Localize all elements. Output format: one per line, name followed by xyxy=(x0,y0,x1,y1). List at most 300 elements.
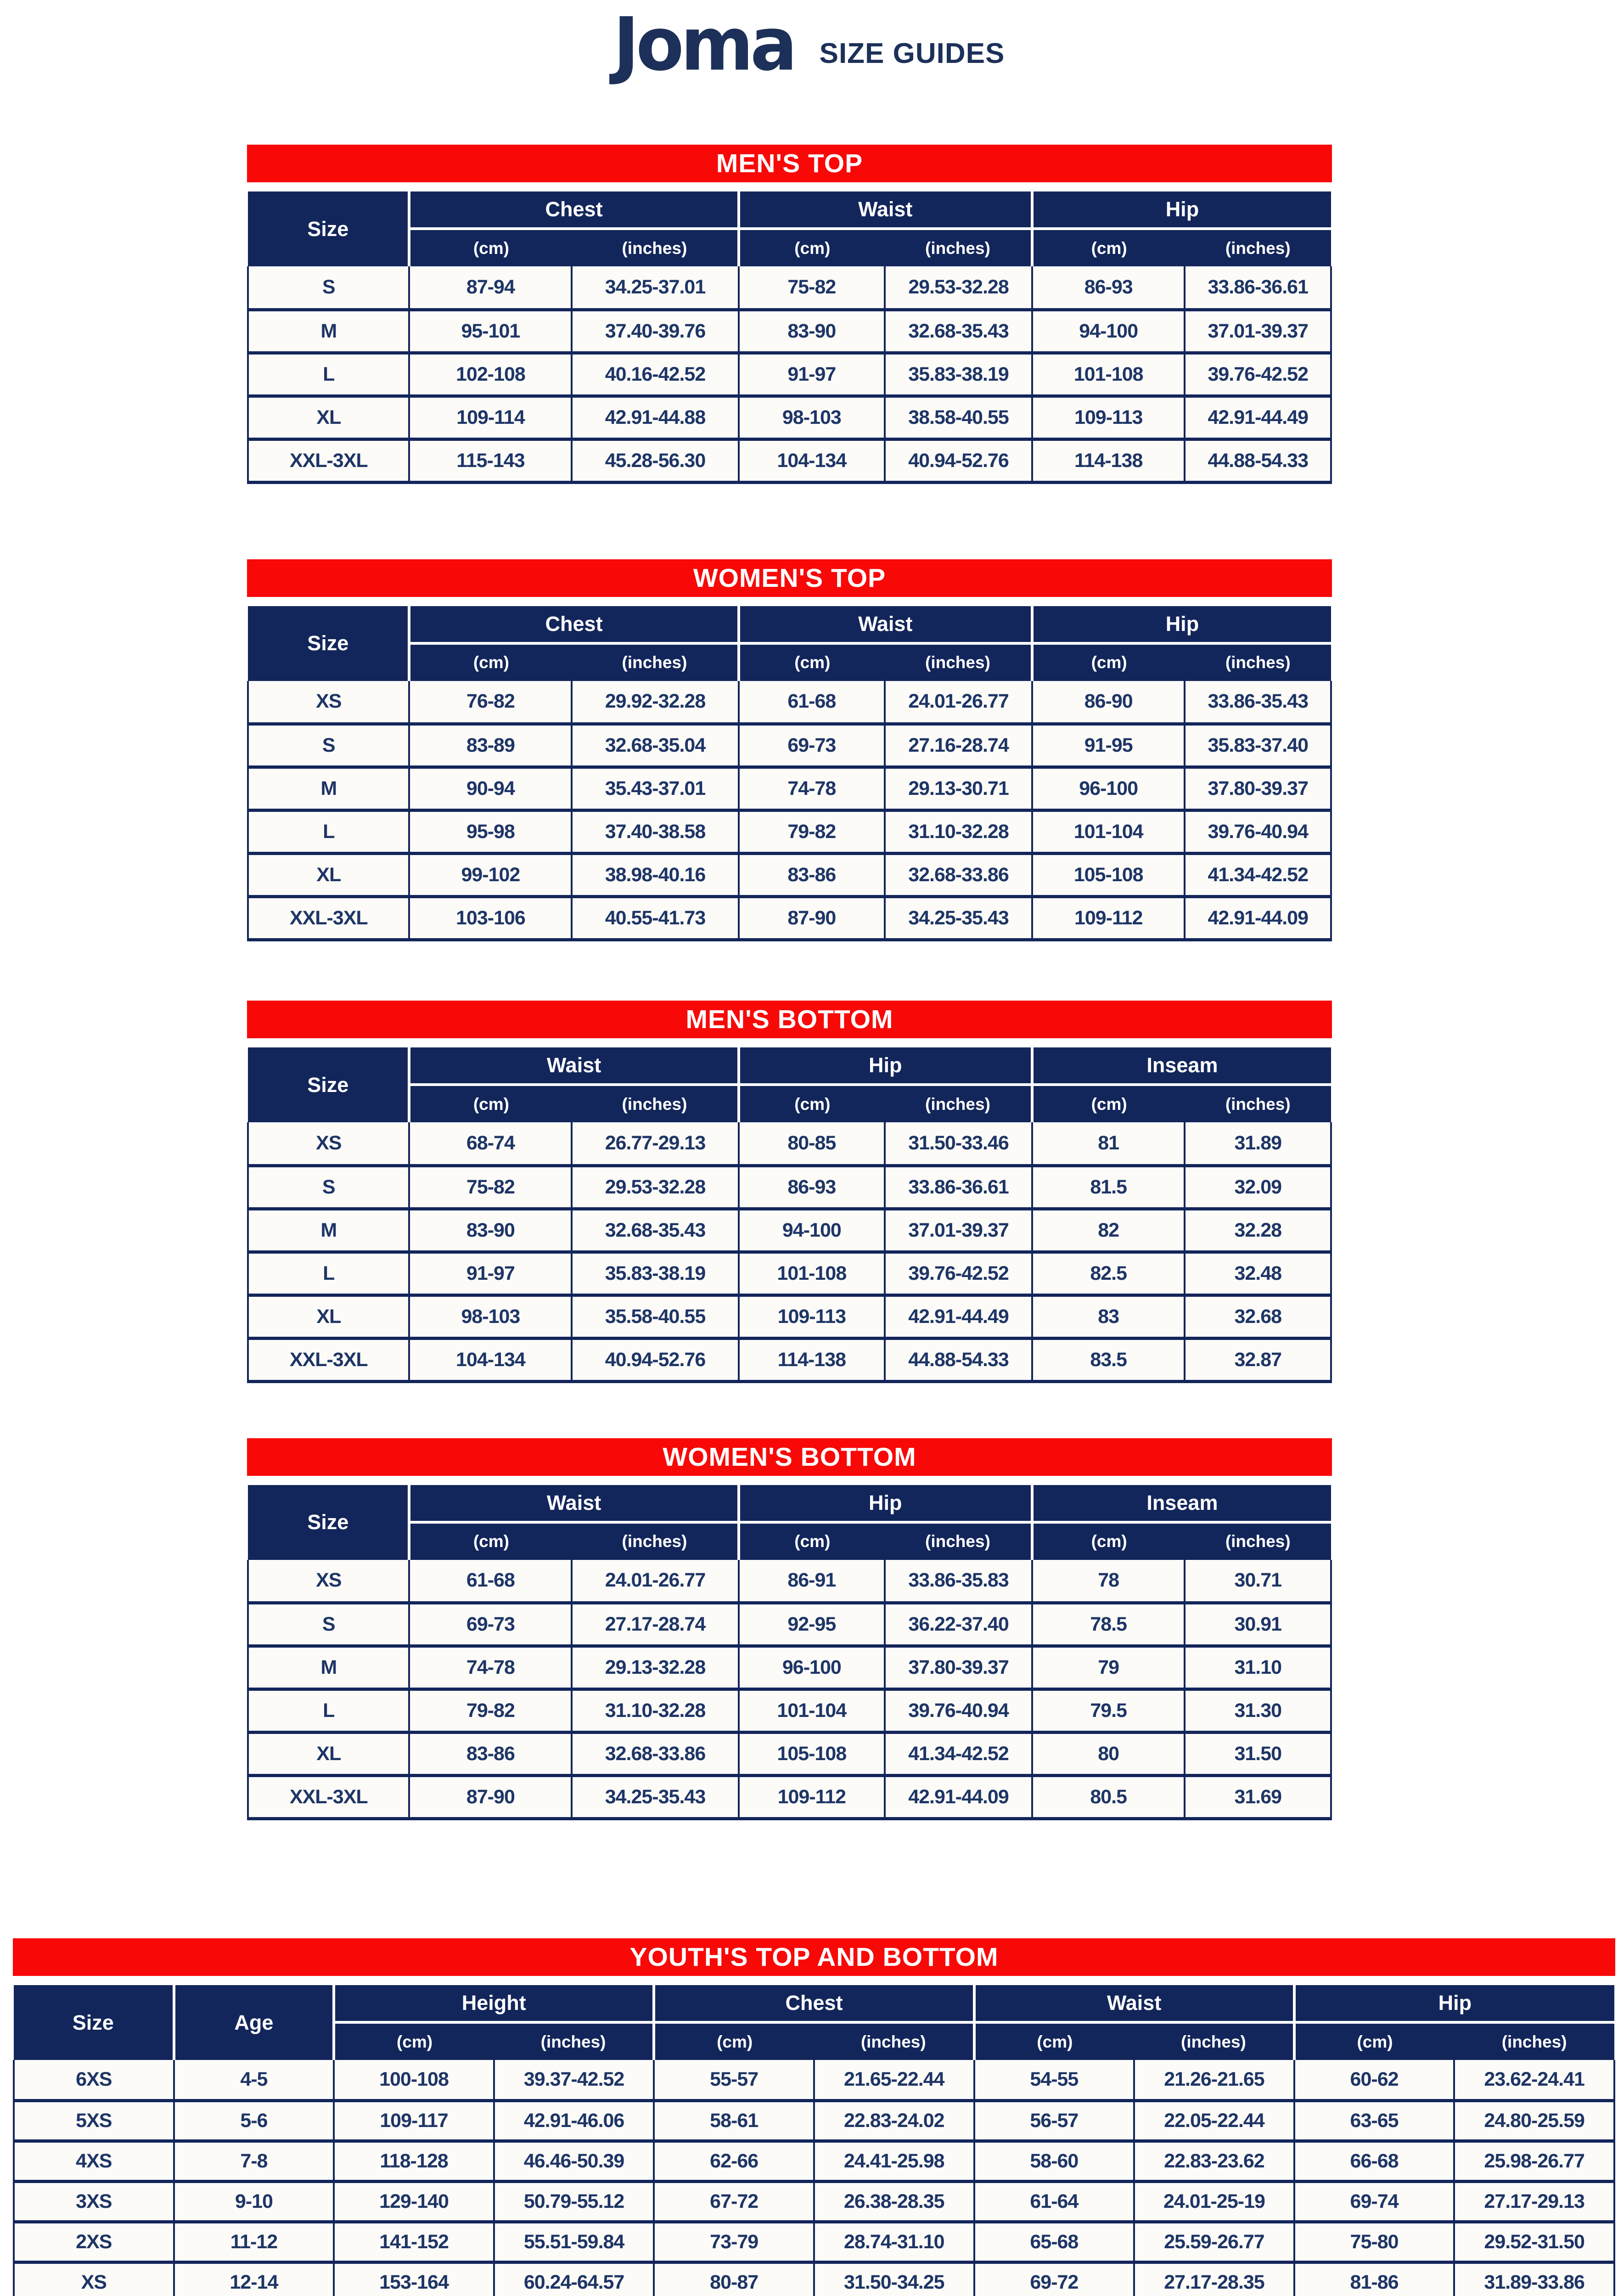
value-cell: 96-100 xyxy=(739,1646,885,1689)
value-cell: 95-98 xyxy=(409,810,572,854)
value-cell: 31.69 xyxy=(1185,1776,1331,1819)
value-cell: 83-86 xyxy=(409,1733,572,1776)
header-group-row xyxy=(248,1485,1331,1522)
value-cell: 29.53-32.28 xyxy=(885,266,1032,310)
value-cell: 153-164 xyxy=(334,2262,494,2296)
value-cell: 79-82 xyxy=(409,1689,572,1733)
value-cell: 109-112 xyxy=(739,1776,885,1819)
value-cell: 42.91-44.49 xyxy=(885,1295,1032,1338)
value-cell: 69-74 xyxy=(1294,2181,1455,2222)
column-header-chest-cm: (cm) xyxy=(654,2022,814,2060)
value-cell: 115-143 xyxy=(409,439,572,482)
womens-bottom-table xyxy=(247,1485,1332,1821)
value-cell: 22.83-23.62 xyxy=(1134,2141,1294,2181)
value-cell: 81-86 xyxy=(1294,2262,1455,2296)
value-cell: 32.87 xyxy=(1185,1338,1331,1381)
size-cell: XXL-3XL xyxy=(248,897,409,940)
table-row xyxy=(14,2060,1614,2100)
table-row xyxy=(248,396,1331,439)
value-cell: 24.01-26.77 xyxy=(885,681,1032,724)
table-row xyxy=(248,353,1331,396)
column-header-waist-cm: (cm) xyxy=(409,1085,572,1122)
value-cell: 40.16-42.52 xyxy=(572,353,738,396)
age-cell: 11-12 xyxy=(174,2222,334,2262)
value-cell: 42.91-44.09 xyxy=(1185,897,1331,940)
value-cell: 74-78 xyxy=(739,767,885,810)
value-cell: 39.76-42.52 xyxy=(885,1252,1032,1295)
value-cell: 81.5 xyxy=(1032,1165,1185,1209)
size-cell: L xyxy=(248,1252,409,1295)
column-header-size: Size xyxy=(248,606,409,681)
joma-logo: Joma xyxy=(613,1,794,87)
value-cell: 26.77-29.13 xyxy=(572,1122,738,1165)
size-cell: 4XS xyxy=(14,2141,174,2181)
column-header-waist-inches: (inches) xyxy=(885,643,1032,681)
size-cell: S xyxy=(248,724,409,767)
column-header-group-hip: Hip xyxy=(739,1485,1032,1522)
value-cell: 69-73 xyxy=(409,1603,572,1646)
table-row xyxy=(14,2181,1614,2222)
value-cell: 96-100 xyxy=(1032,767,1185,810)
value-cell: 25.98-26.77 xyxy=(1454,2141,1614,2181)
value-cell: 35.83-38.19 xyxy=(885,353,1032,396)
size-cell: XL xyxy=(248,1295,409,1338)
value-cell: 39.76-40.94 xyxy=(885,1689,1032,1733)
value-cell: 78 xyxy=(1032,1560,1185,1603)
value-cell: 27.17-29.13 xyxy=(1454,2181,1614,2222)
size-cell: XS xyxy=(248,1560,409,1603)
value-cell: 29.13-32.28 xyxy=(572,1646,738,1689)
value-cell: 80-87 xyxy=(654,2262,814,2296)
column-header-chest-cm: (cm) xyxy=(409,229,572,266)
column-header-waist-cm: (cm) xyxy=(409,1522,572,1560)
mens-bottom-section xyxy=(247,1001,1332,1383)
value-cell: 105-108 xyxy=(1032,854,1185,897)
womens-top-table xyxy=(247,606,1332,942)
size-cell: XXL-3XL xyxy=(248,439,409,482)
value-cell: 32.68-35.43 xyxy=(572,1209,738,1252)
value-cell: 91-97 xyxy=(409,1252,572,1295)
column-header-size: Size xyxy=(248,191,409,266)
value-cell: 91-97 xyxy=(739,353,885,396)
value-cell: 102-108 xyxy=(409,353,572,396)
column-header-group-hip: Hip xyxy=(739,1047,1032,1085)
header-unit-row xyxy=(248,229,1331,266)
column-header-waist-inches: (inches) xyxy=(1134,2022,1294,2060)
size-cell: XXL-3XL xyxy=(248,1338,409,1381)
size-cell: M xyxy=(248,767,409,810)
value-cell: 79.5 xyxy=(1032,1689,1185,1733)
table-row xyxy=(248,681,1331,724)
value-cell: 23.62-24.41 xyxy=(1454,2060,1614,2100)
value-cell: 34.25-35.43 xyxy=(572,1776,738,1819)
column-header-group-height: Height xyxy=(334,1985,654,2022)
value-cell: 40.55-41.73 xyxy=(572,897,738,940)
value-cell: 22.83-24.02 xyxy=(814,2100,974,2141)
value-cell: 38.58-40.55 xyxy=(885,396,1032,439)
value-cell: 83-89 xyxy=(409,724,572,767)
size-cell: S xyxy=(248,266,409,310)
header-unit-row xyxy=(248,1085,1331,1122)
value-cell: 32.09 xyxy=(1185,1165,1331,1209)
column-header-chest-cm: (cm) xyxy=(409,643,572,681)
value-cell: 31.89 xyxy=(1185,1122,1331,1165)
column-header-group-waist: Waist xyxy=(974,1985,1294,2022)
womens-bottom-section xyxy=(247,1438,1332,1821)
value-cell: 29.13-30.71 xyxy=(885,767,1032,810)
column-header-size: Size xyxy=(248,1047,409,1122)
value-cell: 80.5 xyxy=(1032,1776,1185,1819)
table-banner xyxy=(247,559,1332,597)
column-header-hip-cm: (cm) xyxy=(739,1522,885,1560)
value-cell: 114-138 xyxy=(739,1338,885,1381)
table-row xyxy=(14,2262,1614,2296)
value-cell: 41.34-42.52 xyxy=(1185,854,1331,897)
value-cell: 25.59-26.77 xyxy=(1134,2222,1294,2262)
value-cell: 61-68 xyxy=(409,1560,572,1603)
value-cell: 80-85 xyxy=(739,1122,885,1165)
value-cell: 58-60 xyxy=(974,2141,1135,2181)
column-header-hip-inches: (inches) xyxy=(885,1522,1032,1560)
value-cell: 60-62 xyxy=(1294,2060,1455,2100)
table-row xyxy=(248,1338,1331,1381)
table-row xyxy=(248,1165,1331,1209)
value-cell: 69-73 xyxy=(739,724,885,767)
column-header-size: Size xyxy=(14,1985,174,2060)
value-cell: 98-103 xyxy=(409,1295,572,1338)
table-row xyxy=(248,266,1331,310)
value-cell: 32.48 xyxy=(1185,1252,1331,1295)
table-title: WOMEN'S TOP xyxy=(693,563,886,593)
value-cell: 37.40-39.76 xyxy=(572,310,738,353)
table-row xyxy=(248,310,1331,353)
value-cell: 68-74 xyxy=(409,1122,572,1165)
header-unit-row xyxy=(248,1522,1331,1560)
value-cell: 42.91-46.06 xyxy=(494,2100,654,2141)
column-header-height-cm: (cm) xyxy=(334,2022,494,2060)
column-header-hip-inches: (inches) xyxy=(1185,229,1331,266)
value-cell: 37.01-39.37 xyxy=(1185,310,1331,353)
value-cell: 81 xyxy=(1032,1122,1185,1165)
value-cell: 24.80-25.59 xyxy=(1454,2100,1614,2141)
value-cell: 87-94 xyxy=(409,266,572,310)
value-cell: 39.76-40.94 xyxy=(1185,810,1331,854)
column-header-chest-inches: (inches) xyxy=(572,643,738,681)
column-header-group-inseam: Inseam xyxy=(1032,1047,1331,1085)
value-cell: 29.53-32.28 xyxy=(572,1165,738,1209)
table-row xyxy=(14,2141,1614,2181)
size-cell: M xyxy=(248,1646,409,1689)
value-cell: 32.68-35.43 xyxy=(885,310,1032,353)
value-cell: 82.5 xyxy=(1032,1252,1185,1295)
value-cell: 67-72 xyxy=(654,2181,814,2222)
value-cell: 61-68 xyxy=(739,681,885,724)
value-cell: 31.10 xyxy=(1185,1646,1331,1689)
age-cell: 7-8 xyxy=(174,2141,334,2181)
value-cell: 75-82 xyxy=(409,1165,572,1209)
value-cell: 27.17-28.35 xyxy=(1134,2262,1294,2296)
value-cell: 35.58-40.55 xyxy=(572,1295,738,1338)
value-cell: 83 xyxy=(1032,1295,1185,1338)
column-header-group-hip: Hip xyxy=(1032,191,1331,229)
column-header-size: Size xyxy=(248,1485,409,1560)
column-header-group-waist: Waist xyxy=(739,606,1032,643)
value-cell: 104-134 xyxy=(739,439,885,482)
value-cell: 37.80-39.37 xyxy=(885,1646,1032,1689)
value-cell: 42.91-44.49 xyxy=(1185,396,1331,439)
size-cell: L xyxy=(248,810,409,854)
value-cell: 31.10-32.28 xyxy=(572,1689,738,1733)
value-cell: 21.26-21.65 xyxy=(1134,2060,1294,2100)
size-cell: XS xyxy=(248,681,409,724)
value-cell: 118-128 xyxy=(334,2141,494,2181)
mens-bottom-table xyxy=(247,1047,1332,1383)
column-header-hip-inches: (inches) xyxy=(1454,2022,1614,2060)
value-cell: 99-102 xyxy=(409,854,572,897)
value-cell: 31.10-32.28 xyxy=(885,810,1032,854)
value-cell: 42.91-44.09 xyxy=(885,1776,1032,1819)
youth-top-bottom-section xyxy=(13,1938,1615,2296)
value-cell: 87-90 xyxy=(739,897,885,940)
column-header-waist-inches: (inches) xyxy=(885,229,1032,266)
value-cell: 29.52-31.50 xyxy=(1454,2222,1614,2262)
size-cell: XL xyxy=(248,1733,409,1776)
value-cell: 83.5 xyxy=(1032,1338,1185,1381)
value-cell: 40.94-52.76 xyxy=(885,439,1032,482)
column-header-height-inches: (inches) xyxy=(494,2022,654,2060)
size-cell: S xyxy=(248,1165,409,1209)
value-cell: 35.83-38.19 xyxy=(572,1252,738,1295)
value-cell: 22.05-22.44 xyxy=(1134,2100,1294,2141)
value-cell: 83-90 xyxy=(739,310,885,353)
value-cell: 50.79-55.12 xyxy=(494,2181,654,2222)
value-cell: 86-91 xyxy=(739,1560,885,1603)
size-cell: XL xyxy=(248,854,409,897)
value-cell: 109-114 xyxy=(409,396,572,439)
header-group-row xyxy=(248,606,1331,643)
header-group-row xyxy=(14,1985,1614,2022)
value-cell: 86-93 xyxy=(1032,266,1185,310)
value-cell: 94-100 xyxy=(739,1209,885,1252)
size-cell: M xyxy=(248,310,409,353)
table-row xyxy=(248,854,1331,897)
value-cell: 31.50-34.25 xyxy=(814,2262,974,2296)
value-cell: 55-57 xyxy=(654,2060,814,2100)
value-cell: 82 xyxy=(1032,1209,1185,1252)
value-cell: 32.68-35.04 xyxy=(572,724,738,767)
table-row xyxy=(248,724,1331,767)
table-title: YOUTH'S TOP AND BOTTOM xyxy=(629,1942,999,1972)
value-cell: 39.76-42.52 xyxy=(1185,353,1331,396)
header-group-row xyxy=(248,191,1331,229)
table-row xyxy=(248,1776,1331,1819)
value-cell: 73-79 xyxy=(654,2222,814,2262)
column-header-hip-inches: (inches) xyxy=(1185,643,1331,681)
column-header-group-hip: Hip xyxy=(1294,1985,1614,2022)
size-cell: XL xyxy=(248,396,409,439)
column-header-waist-inches: (inches) xyxy=(572,1522,738,1560)
value-cell: 29.92-32.28 xyxy=(572,681,738,724)
value-cell: 109-117 xyxy=(334,2100,494,2141)
value-cell: 24.01-25-19 xyxy=(1134,2181,1294,2222)
age-cell: 5-6 xyxy=(174,2100,334,2141)
value-cell: 129-140 xyxy=(334,2181,494,2222)
table-row xyxy=(248,1209,1331,1252)
value-cell: 141-152 xyxy=(334,2222,494,2262)
column-header-group-chest: Chest xyxy=(409,191,738,229)
youth-top-bottom-table xyxy=(13,1985,1615,2296)
table-row xyxy=(248,1560,1331,1603)
column-header-waist-cm: (cm) xyxy=(974,2022,1135,2060)
column-header-group-inseam: Inseam xyxy=(1032,1485,1331,1522)
value-cell: 37.01-39.37 xyxy=(885,1209,1032,1252)
value-cell: 90-94 xyxy=(409,767,572,810)
value-cell: 103-106 xyxy=(409,897,572,940)
value-cell: 76-82 xyxy=(409,681,572,724)
value-cell: 34.25-35.43 xyxy=(885,897,1032,940)
value-cell: 21.65-22.44 xyxy=(814,2060,974,2100)
table-row xyxy=(248,439,1331,482)
table-banner xyxy=(247,1001,1332,1038)
value-cell: 28.74-31.10 xyxy=(814,2222,974,2262)
value-cell: 54-55 xyxy=(974,2060,1135,2100)
value-cell: 80 xyxy=(1032,1733,1185,1776)
size-cell: L xyxy=(248,1689,409,1733)
value-cell: 35.83-37.40 xyxy=(1185,724,1331,767)
column-header-waist-cm: (cm) xyxy=(739,229,885,266)
value-cell: 56-57 xyxy=(974,2100,1135,2141)
column-header-hip-cm: (cm) xyxy=(1294,2022,1455,2060)
column-header-group-waist: Waist xyxy=(409,1485,738,1522)
value-cell: 37.40-38.58 xyxy=(572,810,738,854)
table-title: MEN'S TOP xyxy=(716,149,863,178)
value-cell: 45.28-56.30 xyxy=(572,439,738,482)
value-cell: 24.41-25.98 xyxy=(814,2141,974,2181)
column-header-hip-cm: (cm) xyxy=(1032,643,1185,681)
table-row xyxy=(248,767,1331,810)
table-row xyxy=(248,1122,1331,1165)
mens-top-table xyxy=(247,191,1332,484)
table-row xyxy=(248,1689,1331,1733)
value-cell: 100-108 xyxy=(334,2060,494,2100)
value-cell: 86-90 xyxy=(1032,681,1185,724)
size-cell: M xyxy=(248,1209,409,1252)
value-cell: 101-108 xyxy=(739,1252,885,1295)
value-cell: 109-113 xyxy=(1032,396,1185,439)
header-unit-row xyxy=(248,643,1331,681)
value-cell: 83-90 xyxy=(409,1209,572,1252)
size-cell: XXL-3XL xyxy=(248,1776,409,1819)
value-cell: 32.68-33.86 xyxy=(572,1733,738,1776)
size-cell: L xyxy=(248,353,409,396)
column-header-waist-inches: (inches) xyxy=(572,1085,738,1122)
page-title: SIZE GUIDES xyxy=(819,37,1005,69)
age-cell: 12-14 xyxy=(174,2262,334,2296)
brand-header xyxy=(0,0,1618,87)
value-cell: 31.50 xyxy=(1185,1733,1331,1776)
table-row xyxy=(248,1733,1331,1776)
value-cell: 38.98-40.16 xyxy=(572,854,738,897)
table-row xyxy=(248,897,1331,940)
value-cell: 105-108 xyxy=(739,1733,885,1776)
column-header-chest-inches: (inches) xyxy=(572,229,738,266)
header-group-row xyxy=(248,1047,1331,1085)
value-cell: 109-113 xyxy=(739,1295,885,1338)
column-header-group-waist: Waist xyxy=(739,191,1032,229)
column-header-hip-cm: (cm) xyxy=(1032,229,1185,266)
value-cell: 32.28 xyxy=(1185,1209,1331,1252)
age-cell: 9-10 xyxy=(174,2181,334,2222)
value-cell: 95-101 xyxy=(409,310,572,353)
value-cell: 60.24-64.57 xyxy=(494,2262,654,2296)
value-cell: 101-108 xyxy=(1032,353,1185,396)
value-cell: 31.30 xyxy=(1185,1689,1331,1733)
value-cell: 61-64 xyxy=(974,2181,1135,2222)
table-row xyxy=(14,2100,1614,2141)
column-header-group-hip: Hip xyxy=(1032,606,1331,643)
value-cell: 44.88-54.33 xyxy=(885,1338,1032,1381)
value-cell: 75-82 xyxy=(739,266,885,310)
size-cell: 6XS xyxy=(14,2060,174,2100)
value-cell: 69-72 xyxy=(974,2262,1135,2296)
size-cell: 2XS xyxy=(14,2222,174,2262)
column-header-inseam-cm: (cm) xyxy=(1032,1522,1185,1560)
value-cell: 83-86 xyxy=(739,854,885,897)
value-cell: 30.91 xyxy=(1185,1603,1331,1646)
value-cell: 104-134 xyxy=(409,1338,572,1381)
column-header-hip-cm: (cm) xyxy=(739,1085,885,1122)
size-cell: 3XS xyxy=(14,2181,174,2222)
value-cell: 33.86-35.43 xyxy=(1185,681,1331,724)
column-header-chest-inches: (inches) xyxy=(814,2022,974,2060)
value-cell: 34.25-37.01 xyxy=(572,266,738,310)
value-cell: 79-82 xyxy=(739,810,885,854)
value-cell: 33.86-36.61 xyxy=(885,1165,1032,1209)
value-cell: 62-66 xyxy=(654,2141,814,2181)
value-cell: 41.34-42.52 xyxy=(885,1733,1032,1776)
table-row xyxy=(248,1603,1331,1646)
value-cell: 36.22-37.40 xyxy=(885,1603,1032,1646)
value-cell: 55.51-59.84 xyxy=(494,2222,654,2262)
column-header-group-chest: Chest xyxy=(409,606,738,643)
value-cell: 65-68 xyxy=(974,2222,1135,2262)
value-cell: 33.86-36.61 xyxy=(1185,266,1331,310)
value-cell: 92-95 xyxy=(739,1603,885,1646)
value-cell: 63-65 xyxy=(1294,2100,1455,2141)
value-cell: 32.68 xyxy=(1185,1295,1331,1338)
value-cell: 31.89-33.86 xyxy=(1454,2262,1614,2296)
column-header-hip-inches: (inches) xyxy=(885,1085,1032,1122)
mens-top-section xyxy=(247,145,1332,484)
table-banner xyxy=(13,1938,1615,1976)
value-cell: 42.91-44.88 xyxy=(572,396,738,439)
size-cell: XS xyxy=(248,1122,409,1165)
age-cell: 4-5 xyxy=(174,2060,334,2100)
column-header-group-waist: Waist xyxy=(409,1047,738,1085)
value-cell: 24.01-26.77 xyxy=(572,1560,738,1603)
value-cell: 31.50-33.46 xyxy=(885,1122,1032,1165)
value-cell: 79 xyxy=(1032,1646,1185,1689)
value-cell: 94-100 xyxy=(1032,310,1185,353)
column-header-age: Age xyxy=(174,1985,334,2060)
size-cell: 5XS xyxy=(14,2100,174,2141)
table-title: MEN'S BOTTOM xyxy=(685,1005,893,1034)
value-cell: 98-103 xyxy=(739,396,885,439)
column-header-inseam-cm: (cm) xyxy=(1032,1085,1185,1122)
column-header-inseam-inches: (inches) xyxy=(1185,1085,1331,1122)
value-cell: 86-93 xyxy=(739,1165,885,1209)
table-banner xyxy=(247,1438,1332,1476)
